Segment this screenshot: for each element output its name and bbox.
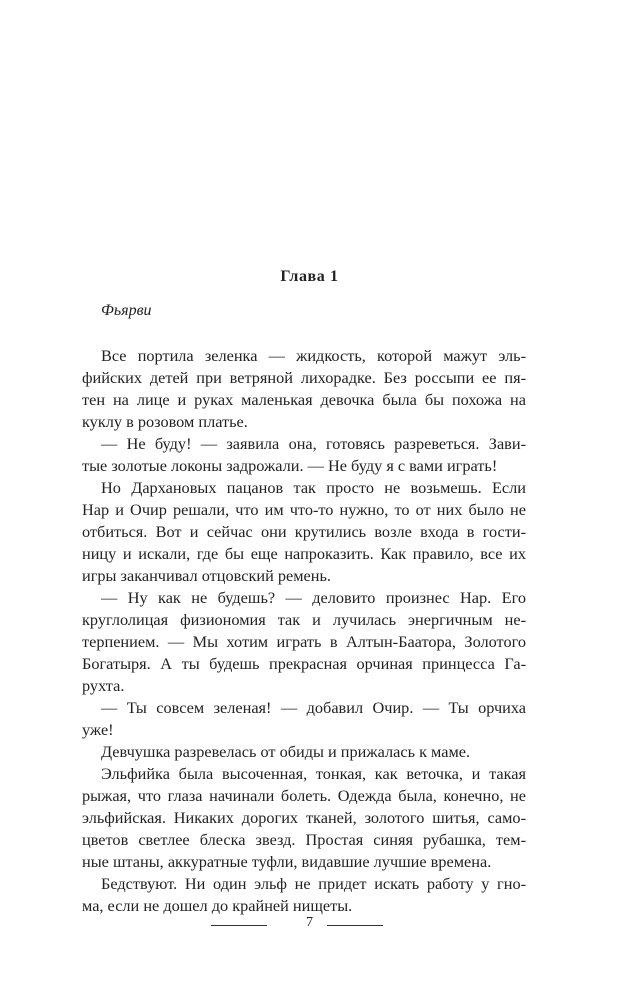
text-line: Но Дархановых пацанов так просто не возьмешь. Если: [101, 478, 526, 497]
text-line: терпением. — Мы хотим играть в Алтын-Баатора, Золотого: [82, 632, 526, 651]
text-line: цветов светлее блеска звезд. Простая синяя рубашка, тем-: [82, 830, 526, 849]
page-number: 7: [306, 915, 313, 930]
text-line: ные штаны, аккуратные туфли, видавшие лучшие времена.: [82, 852, 492, 871]
text-line: эльфийская. Никаких дорогих тканей, золотого шитья, само-: [82, 808, 526, 827]
text-line: — Не буду! — заявила она, готовясь разреветься. Зави-: [101, 434, 526, 453]
text-line: Богатыря. А ты будешь прекрасная орчиная принцесса Га-: [82, 654, 526, 673]
chapter-title: Глава 1: [280, 268, 339, 285]
text-line: фийских детей при ветряной лихорадке. Без россыпи ее пя-: [82, 368, 526, 387]
text-line: Эльфийка была высоченная, тонкая, как веточка, и такая: [101, 764, 526, 783]
text-line: Все портила зеленка — жидкость, которой мажут эль-: [101, 346, 526, 365]
page-footer: [0, 915, 619, 935]
text-line: рыжая, что глаза начинали болеть. Одежда была, конечно, не: [82, 786, 526, 805]
text-line: круглолицая физиономия так и лучилась энергичным не-: [82, 610, 526, 629]
text-line: куклу в розовом платье.: [82, 412, 248, 431]
text-line: Девчушка разревелась от обиды и прижалась к маме.: [101, 742, 471, 761]
text-line: Нар и Очир решали, что им что-то нужно, то от них было не: [82, 500, 526, 519]
body-text: [82, 345, 526, 917]
text-line: ницу и искали, где бы еще напроказить. Как правило, все их: [82, 544, 526, 563]
text-line: ма, если не дошел до крайней нищеты.: [82, 896, 353, 915]
text-line: игры заканчивал отцовский ремень.: [82, 566, 331, 585]
footer-rule-right: [327, 925, 383, 926]
text-line: отбиться. Вот и сейчас они крутились возле входа в гости-: [82, 522, 526, 541]
text-line: — Ну как не будешь? — деловито произнес Нар. Его: [101, 588, 526, 607]
text-line: — Ты совсем зеленая! — добавил Очир. — Ты орчиха: [101, 698, 526, 717]
text-line: рухта.: [82, 676, 125, 695]
text-line: Бедствуют. Ни один эльф не придет искать работу у гно-: [101, 874, 526, 893]
text-line: тые золотые локоны задрожали. — Не буду я с вами играть!: [82, 456, 498, 475]
text-line: уже!: [82, 720, 114, 739]
epigraph: Фьярви: [101, 302, 152, 319]
text-line: тен на лице и руках маленькая девочка была бы похожа на: [82, 390, 526, 409]
